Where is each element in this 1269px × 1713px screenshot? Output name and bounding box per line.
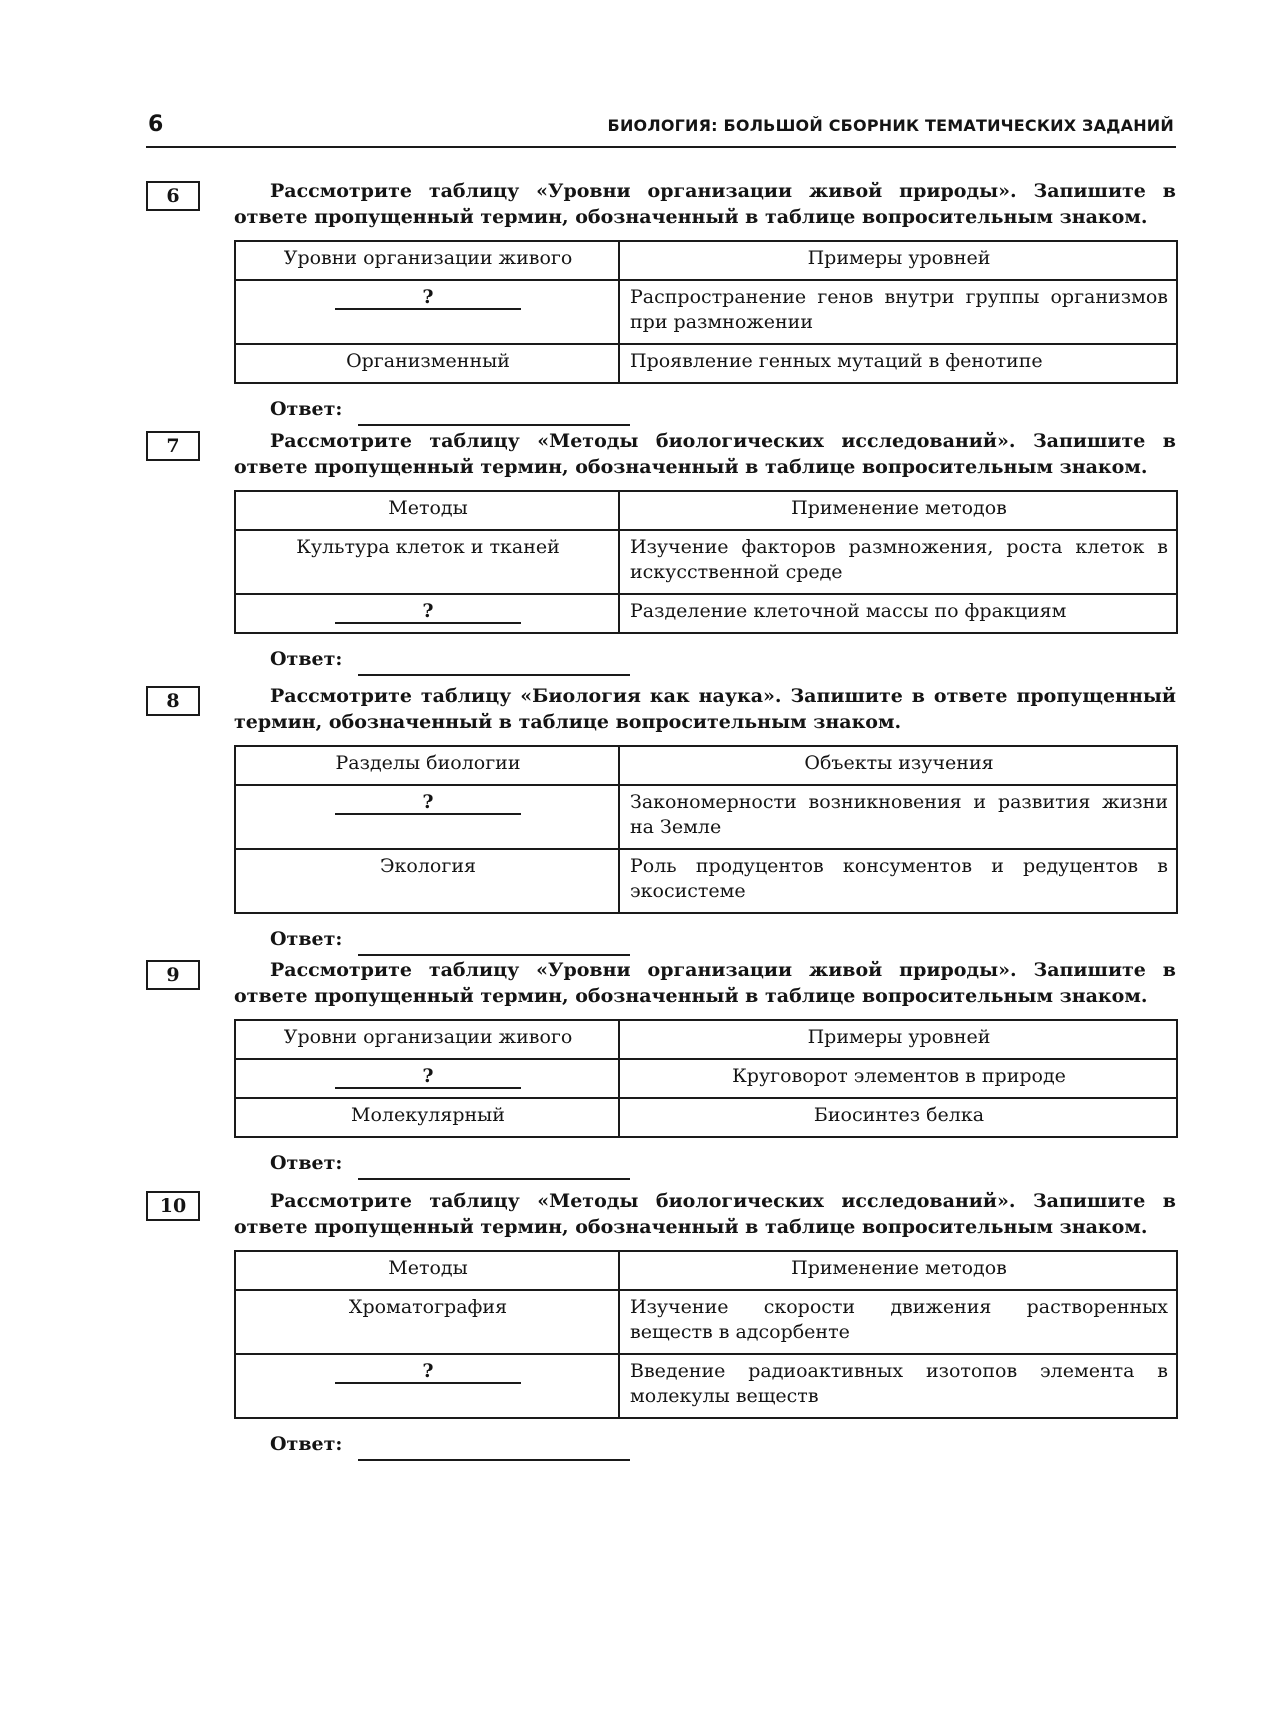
table-cell: Распространение генов внутри группы организмов при размножении — [619, 280, 1177, 344]
missing-term-cell — [235, 280, 619, 344]
missing-term-cell — [235, 785, 619, 849]
table-cell: Изучение факторов размножения, роста клеток в искусственной среде — [619, 530, 1177, 594]
task-9 — [146, 957, 1176, 1182]
column-header: Разделы биологии — [235, 746, 619, 785]
table-row — [235, 344, 1177, 383]
table-header-row — [235, 241, 1177, 280]
answer-row — [270, 398, 1176, 428]
task-table — [234, 240, 1178, 384]
task-number: 7 — [146, 431, 200, 461]
table-cell: Организменный — [235, 344, 619, 383]
task-number: 10 — [146, 1191, 200, 1221]
answer-field[interactable] — [358, 1459, 630, 1461]
task-6 — [146, 178, 1176, 428]
task-table — [234, 1250, 1178, 1419]
column-header: Уровни организации живого — [235, 241, 619, 280]
table-row — [235, 849, 1177, 913]
table-cell: Изучение скорости движения растворенных веществ в адсорбенте — [619, 1290, 1177, 1354]
answer-row — [270, 648, 1176, 678]
column-header: Методы — [235, 1251, 619, 1290]
task-number: 6 — [146, 181, 200, 211]
table-header-row — [235, 746, 1177, 785]
answer-field[interactable] — [358, 954, 630, 956]
table-cell: Экология — [235, 849, 619, 913]
answer-field[interactable] — [358, 424, 630, 426]
table-cell: Роль продуцентов консументов и редуцентов в экосистеме — [619, 849, 1177, 913]
table-row — [235, 594, 1177, 633]
table-row — [235, 1059, 1177, 1098]
table-header-row — [235, 491, 1177, 530]
column-header: Примеры уровней — [619, 241, 1177, 280]
answer-row — [270, 1433, 1176, 1463]
table-header-row — [235, 1251, 1177, 1290]
table-row — [235, 1354, 1177, 1418]
answer-field[interactable] — [358, 1178, 630, 1180]
task-number: 9 — [146, 960, 200, 990]
column-header: Объекты изучения — [619, 746, 1177, 785]
table-row — [235, 1290, 1177, 1354]
missing-term-blank: ? — [335, 600, 521, 624]
answer-label: Ответ: — [270, 648, 343, 670]
missing-term-cell — [235, 594, 619, 633]
column-header: Применение методов — [619, 491, 1177, 530]
table-cell: Хроматография — [235, 1290, 619, 1354]
task-table — [234, 745, 1178, 914]
column-header: Уровни организации живого — [235, 1020, 619, 1059]
task-prompt: Рассмотрите таблицу «Уровни организации живой природы». Запишите в ответе пропущенный термин, обозначенный в таблице вопросительным знаком. — [234, 180, 1176, 228]
task-prompt: Рассмотрите таблицу «Методы биологических исследований». Запишите в ответе пропущенный термин, обозначенный в таблице вопросительным знаком. — [234, 1190, 1176, 1238]
missing-term-cell — [235, 1059, 619, 1098]
task-prompt: Рассмотрите таблицу «Уровни организации живой природы». Запишите в ответе пропущенный термин, обозначенный в таблице вопросительным знаком. — [234, 959, 1176, 1007]
column-header: Методы — [235, 491, 619, 530]
table-cell: Введение радиоактивных изотопов элемента в молекулы веществ — [619, 1354, 1177, 1418]
page-number: 6 — [148, 112, 164, 137]
task-table — [234, 490, 1178, 634]
missing-term-blank: ? — [335, 1065, 521, 1089]
task-prompt: Рассмотрите таблицу «Методы биологических исследований». Запишите в ответе пропущенный термин, обозначенный в таблице вопросительным знаком. — [234, 430, 1176, 478]
table-row — [235, 785, 1177, 849]
task-prompt: Рассмотрите таблицу «Биология как наука». Запишите в ответе пропущенный термин, обозначенный в таблице вопросительным знаком. — [234, 685, 1176, 733]
missing-term-cell — [235, 1354, 619, 1418]
answer-row — [270, 1152, 1176, 1182]
answer-row — [270, 928, 1176, 958]
running-title: БИОЛОГИЯ: БОЛЬШОЙ СБОРНИК ТЕМАТИЧЕСКИХ ЗАДАНИЙ — [607, 116, 1174, 135]
task-number: 8 — [146, 686, 200, 716]
answer-label: Ответ: — [270, 928, 343, 950]
column-header: Примеры уровней — [619, 1020, 1177, 1059]
table-cell: Разделение клеточной массы по фракциям — [619, 594, 1177, 633]
answer-label: Ответ: — [270, 1152, 343, 1174]
table-row — [235, 530, 1177, 594]
table-header-row — [235, 1020, 1177, 1059]
table-row — [235, 280, 1177, 344]
table-row — [235, 1098, 1177, 1137]
task-10 — [146, 1188, 1176, 1463]
task-8 — [146, 683, 1176, 958]
page-header — [146, 110, 1176, 148]
answer-field[interactable] — [358, 674, 630, 676]
column-header: Применение методов — [619, 1251, 1177, 1290]
task-table — [234, 1019, 1178, 1138]
table-cell: Проявление генных мутаций в фенотипе — [619, 344, 1177, 383]
missing-term-blank: ? — [335, 791, 521, 815]
table-cell: Закономерности возникновения и развития жизни на Земле — [619, 785, 1177, 849]
missing-term-blank: ? — [335, 286, 521, 310]
table-cell: Круговорот элементов в природе — [619, 1059, 1177, 1098]
table-cell: Молекулярный — [235, 1098, 619, 1137]
task-7 — [146, 428, 1176, 678]
answer-label: Ответ: — [270, 398, 343, 420]
missing-term-blank: ? — [335, 1360, 521, 1384]
answer-label: Ответ: — [270, 1433, 343, 1455]
table-cell: Культура клеток и тканей — [235, 530, 619, 594]
table-cell: Биосинтез белка — [619, 1098, 1177, 1137]
